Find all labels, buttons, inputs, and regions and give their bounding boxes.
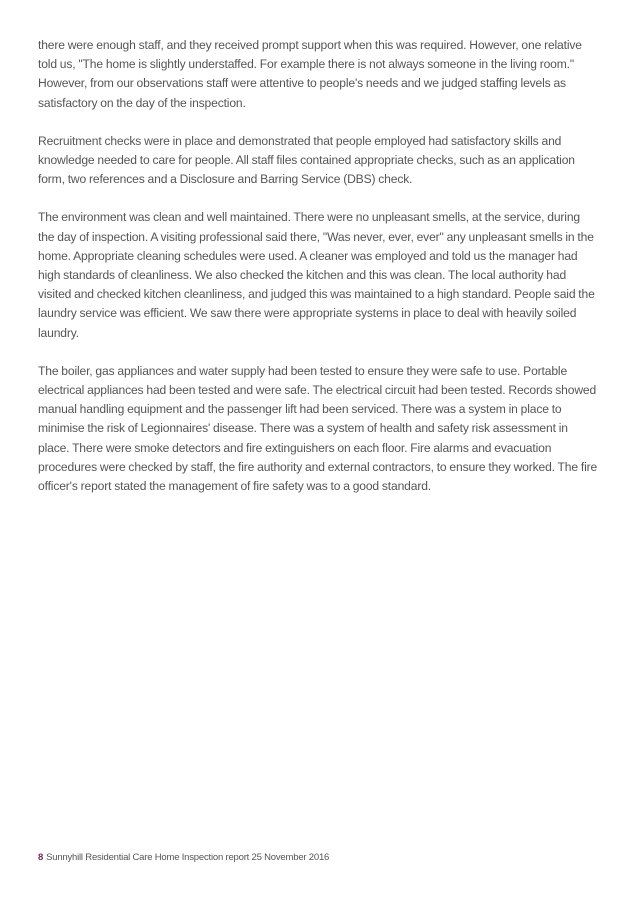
page-number: 8 bbox=[38, 852, 44, 863]
paragraph-safety-checks: The boiler, gas appliances and water supply had been tested to ensure they were safe to use. Portable electrical appliances had been tested and were safe. The electrical circuit had been tested. Records showed manual handling equipment and the passenger lift had been serviced. There was a system in place to minimise the risk of Legionnaires' disease. There was a system of health and safety risk assessment in place. There were smoke detectors and fire extinguishers on each floor. Fire alarms and evacuation procedures were checked by staff, the fire authority and external contractors, to ensure they worked. The fire officer's report stated the management of fire safety was to a good standard. bbox=[38, 363, 598, 494]
page-footer bbox=[38, 852, 329, 864]
footer-report-title: Sunnyhill Residential Care Home Inspection report 25 November 2016 bbox=[46, 852, 330, 863]
paragraph-environment: The environment was clean and well maintained. There were no unpleasant smells, at the service, during the day of inspection. A visiting professional said there, "Was never, ever, ever" any unpleasant smells in the home. Appropriate cleaning schedules were used. A cleaner was employed and told us the manager had high standards of cleanliness. We also checked the kitchen and this was clean. The local authority had visited and checked kitchen cleanliness, and judged this was maintained to a high standard. People said the laundry service was efficient. We saw there were appropriate systems in place to deal with heavily soiled laundry. bbox=[38, 210, 595, 340]
paragraph-staffing: there were enough staff, and they received prompt support when this was required. However, one relative told us, "The home is slightly understaffed. For example there is not always someone in the living room." However, from our observations staff were attentive to people's needs and we judged staffing levels as satisfactory on the day of the inspection. bbox=[38, 38, 582, 110]
paragraph-recruitment: Recruitment checks were in place and demonstrated that people employed had satisfactory skills and knowledge needed to care for people. All staff files contained appropriate checks, such as an application form, two references and a Disclosure and Barring Service (DBS) check. bbox=[38, 133, 575, 187]
report-body bbox=[38, 36, 598, 515]
